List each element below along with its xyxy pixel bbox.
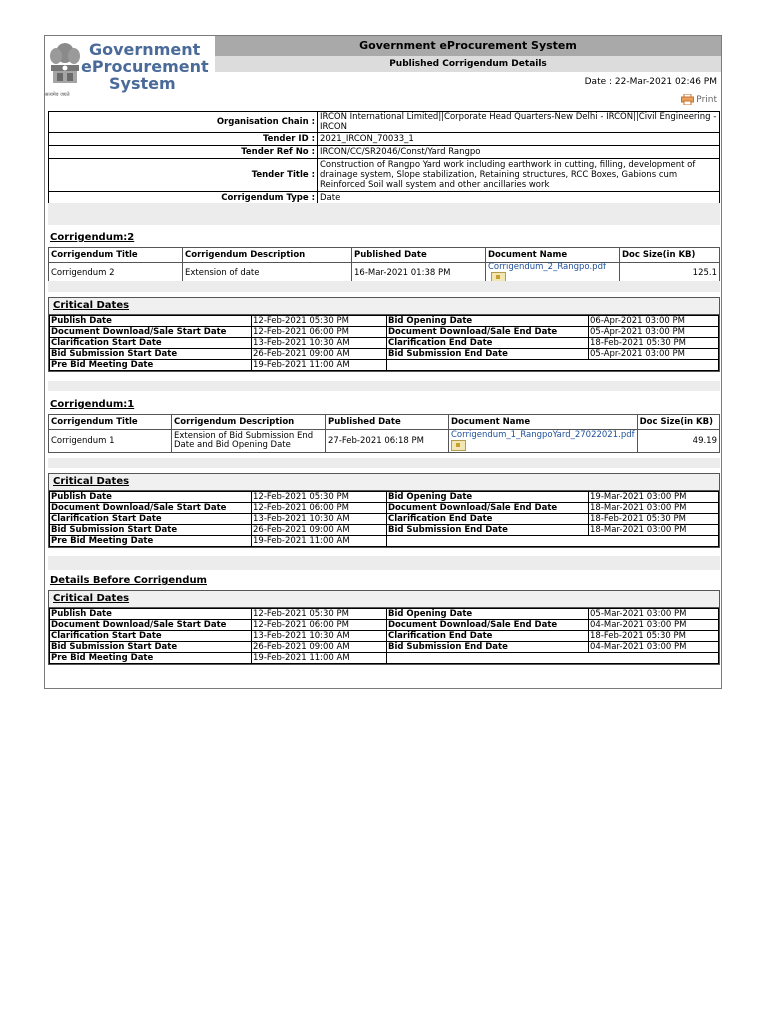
date-value: 26-Feb-2021 09:00 AM [252,525,387,536]
critical-dates-box [48,297,720,372]
date-label: Document Download/Sale Start Date [50,503,252,514]
document-link[interactable]: Corrigendum_2_Rangpo.pdf [488,262,606,272]
date-value: 05-Apr-2021 03:00 PM [589,327,719,338]
date-label: Pre Bid Meeting Date [50,653,252,664]
date-value: 06-Apr-2021 03:00 PM [589,316,719,327]
date-label: Clarification Start Date [50,338,252,349]
dates-row [50,360,719,371]
page-title: Published Corrigendum Details [215,56,721,72]
app-title: Government eProcurement System [215,36,721,56]
date-value: 05-Mar-2021 03:00 PM [589,609,719,620]
date-label: Clarification End Date [387,514,589,525]
dates-row [50,653,719,664]
document-link[interactable]: Corrigendum_1_RangpoYard_27022021.pdf [451,430,635,440]
dates-row [50,327,719,338]
dates-row [50,316,719,327]
date-value: 19-Feb-2021 11:00 AM [252,536,387,547]
info-value: Construction of Rangpo Yard work including earthwork in cutting, filling, development of drainage system, Slope stabilization, Retaining structures, RCC Boxes, Gabions cum Reinforced Soil wall system and other ancillaries work [318,159,720,192]
col-published: Published Date [352,248,486,263]
col-description: Corrigendum Description [172,415,326,430]
corrigendum-description: Extension of Bid Submission End Date and Bid Opening Date [172,430,326,453]
published-date: 16-Mar-2021 01:38 PM [352,263,486,284]
info-value: IRCON International Limited||Corporate Head Quarters-New Delhi - IRCON||Civil Engineering - IRCON [318,112,720,133]
corrigendum-description: Extension of date [183,263,352,284]
date-value: 04-Mar-2021 03:00 PM [589,642,719,653]
date-label: Bid Submission Start Date [50,642,252,653]
date-value: 19-Feb-2021 11:00 AM [252,653,387,664]
corrigendum-1-table [48,414,720,453]
before-corrigendum-heading: Details Before Corrigendum [50,575,207,586]
critical-dates-heading: Critical Dates [49,591,719,608]
document-cell [449,430,638,453]
info-label: Tender ID : [49,133,318,146]
col-published: Published Date [326,415,449,430]
gep-logo [45,36,215,98]
corrigendum-1-heading: Corrigendum:1 [50,399,135,410]
date-value: 18-Feb-2021 05:30 PM [589,338,719,349]
corrigendum-2-table [48,247,720,284]
table-row [49,430,720,453]
dates-row [50,609,719,620]
critical-dates-table [49,315,719,371]
col-title: Corrigendum Title [49,415,172,430]
date-value: 13-Feb-2021 10:30 AM [252,338,387,349]
info-row-tender-title [49,159,720,192]
dates-row [50,338,719,349]
critical-dates-box [48,473,720,548]
date-label: Clarification Start Date [50,631,252,642]
info-row-tender-id [49,133,720,146]
critical-dates-table [49,608,719,664]
info-row-organisation [49,112,720,133]
date-label: Clarification Start Date [50,514,252,525]
date-label: Bid Submission End Date [387,525,589,536]
spacer-bar [48,381,720,391]
corrigendum-title: Corrigendum 1 [49,430,172,453]
empty-cell [387,653,719,664]
info-label: Corrigendum Type : [49,192,318,205]
date-value: 12-Feb-2021 06:00 PM [252,620,387,631]
published-date: 27-Feb-2021 06:18 PM [326,430,449,453]
date-value: 12-Feb-2021 05:30 PM [252,492,387,503]
date-label: Document Download/Sale Start Date [50,620,252,631]
date-label: Bid Submission Start Date [50,525,252,536]
doc-size: 49.19 [637,430,719,453]
logo-text-government: Government [89,40,201,59]
date-value: 13-Feb-2021 10:30 AM [252,631,387,642]
info-value: Date [318,192,720,205]
page-frame [44,35,722,689]
date-label: Pre Bid Meeting Date [50,360,252,371]
corrigendum-2-heading: Corrigendum:2 [50,232,135,243]
print-label: Print [696,94,717,105]
critical-dates-table [49,491,719,547]
date-value: 26-Feb-2021 09:00 AM [252,642,387,653]
date-label: Bid Opening Date [387,609,589,620]
critical-dates-heading: Critical Dates [49,474,719,491]
empty-cell [387,536,719,547]
empty-cell [387,360,719,371]
info-label: Tender Ref No : [49,146,318,159]
tender-info-table [48,111,720,205]
date-value: 18-Feb-2021 05:30 PM [589,631,719,642]
date-value: 13-Feb-2021 10:30 AM [252,514,387,525]
date-label: Document Download/Sale Start Date [50,327,252,338]
critical-dates-heading: Critical Dates [49,298,719,315]
date-label: Clarification End Date [387,631,589,642]
date-value: 12-Feb-2021 06:00 PM [252,327,387,338]
date-label: Bid Submission End Date [387,642,589,653]
print-link[interactable] [681,94,717,105]
date-value: 12-Feb-2021 05:30 PM [252,609,387,620]
table-header-row [49,248,720,263]
corrigendum-title: Corrigendum 2 [49,263,183,284]
table-header-row [49,415,720,430]
col-description: Corrigendum Description [183,248,352,263]
dates-row [50,631,719,642]
date-value: 18-Mar-2021 03:00 PM [589,525,719,536]
printer-icon [681,94,694,105]
dates-row [50,349,719,360]
dates-row [50,492,719,503]
dates-row [50,525,719,536]
col-document: Document Name [486,248,620,263]
info-row-ref-no [49,146,720,159]
date-value: 19-Feb-2021 11:00 AM [252,360,387,371]
date-label: Bid Submission End Date [387,349,589,360]
spacer-bar [48,281,720,292]
date-value: 18-Feb-2021 05:30 PM [589,514,719,525]
date-label: Clarification End Date [387,338,589,349]
info-value: IRCON/CC/SR2046/Const/Yard Rangpo [318,146,720,159]
date-value: 12-Feb-2021 05:30 PM [252,316,387,327]
logo-text-system: System [109,74,176,93]
national-emblem-icon [45,39,85,95]
date-value: 26-Feb-2021 09:00 AM [252,349,387,360]
date-value: 19-Mar-2021 03:00 PM [589,492,719,503]
info-label: Organisation Chain : [49,112,318,133]
file-download-icon[interactable] [451,440,466,451]
doc-size: 125.1 [620,263,720,284]
date-label: Publish Date [50,316,252,327]
emblem-caption: सत्यमेव जयते [45,92,70,98]
spacer-bar [48,458,720,468]
info-label: Tender Title : [49,159,318,192]
spacer-bar [48,203,720,225]
dates-row [50,536,719,547]
date-label: Bid Opening Date [387,492,589,503]
date-label: Publish Date [50,492,252,503]
date-label: Document Download/Sale End Date [387,503,589,514]
dates-row [50,620,719,631]
date-value: 05-Apr-2021 03:00 PM [589,349,719,360]
date-label: Bid Opening Date [387,316,589,327]
date-label: Publish Date [50,609,252,620]
dates-row [50,503,719,514]
date-label: Pre Bid Meeting Date [50,536,252,547]
col-size: Doc Size(in KB) [620,248,720,263]
col-title: Corrigendum Title [49,248,183,263]
date-value: 18-Mar-2021 03:00 PM [589,503,719,514]
current-date: Date : 22-Mar-2021 02:46 PM [584,77,717,87]
critical-dates-box [48,590,720,665]
info-value: 2021_IRCON_70033_1 [318,133,720,146]
spacer-bar [48,556,720,570]
date-value: 12-Feb-2021 06:00 PM [252,503,387,514]
date-value: 04-Mar-2021 03:00 PM [589,620,719,631]
date-label: Document Download/Sale End Date [387,620,589,631]
col-document: Document Name [449,415,638,430]
col-size: Doc Size(in KB) [637,415,719,430]
dates-row [50,514,719,525]
date-label: Bid Submission Start Date [50,349,252,360]
logo-text-eprocurement: eProcurement [81,57,209,76]
dates-row [50,642,719,653]
date-label: Document Download/Sale End Date [387,327,589,338]
